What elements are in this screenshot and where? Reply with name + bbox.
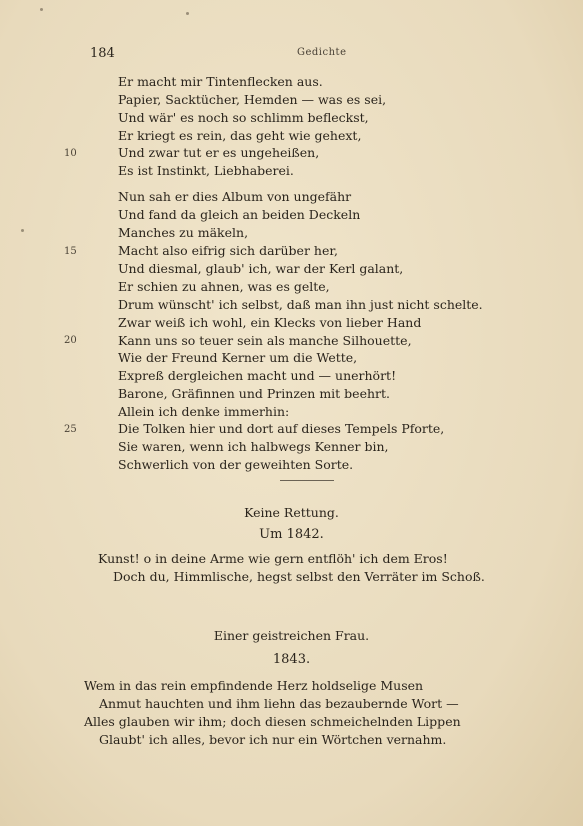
- poem-year: Um 1842.: [259, 527, 324, 542]
- paper-speck: [21, 229, 24, 232]
- line-number: 25: [64, 424, 77, 435]
- poem-year: 1843.: [272, 652, 311, 667]
- poem-line: Und wär' es noch so schlimm befleckst,: [118, 110, 369, 125]
- poem-line: Wem in das rein empfindende Herz holdselige Musen: [84, 678, 424, 693]
- poem-line: Allein ich denke immerhin:: [118, 404, 290, 419]
- poem-line: Er macht mir Tintenflecken aus.: [118, 74, 323, 89]
- line-number: 15: [64, 246, 77, 257]
- poem-line: Zwar weiß ich wohl, ein Klecks von lieber Hand: [118, 315, 422, 330]
- poem-line: Und fand da gleich an beiden Deckeln: [118, 207, 361, 222]
- poem-line: Und zwar tut er es ungeheißen,: [118, 145, 320, 160]
- poem-line: Er kriegt es rein, das geht wie gehext,: [118, 128, 362, 143]
- poem-line: Alles glauben wir ihm; doch diesen schmeichelnden Lippen: [84, 714, 461, 729]
- poem-line: Sie waren, wenn ich halbwegs Kenner bin,: [118, 439, 389, 454]
- poem-title: Einer geistreichen Frau.: [213, 628, 370, 643]
- poem-line: Drum wünscht' ich selbst, daß man ihn just nicht schelte.: [118, 297, 483, 312]
- poem-line: Doch du, Himmlische, hegst selbst den Verräter im Schoß.: [113, 569, 485, 584]
- poem-line: Macht also eifrig sich darüber her,: [118, 243, 338, 258]
- paper-speck: [40, 8, 43, 11]
- poem-line: Kunst! o in deine Arme wie gern entflöh' ich dem Eros!: [98, 551, 448, 566]
- poem-line: Anmut hauchten und ihm liehn das bezaubernde Wort —: [99, 696, 459, 711]
- poem-line: Und diesmal, glaub' ich, war der Kerl galant,: [118, 261, 404, 276]
- poem-line: Schwerlich von der geweihten Sorte.: [118, 457, 354, 472]
- line-number: 10: [64, 148, 77, 159]
- poem-line: Wie der Freund Kerner um die Wette,: [118, 350, 358, 365]
- poem-line: Kann uns so teuer sein als manche Silhouette,: [118, 333, 412, 348]
- poem-line: Glaubt' ich alles, bevor ich nur ein Wörtchen vernahm.: [99, 732, 447, 747]
- section-divider: [280, 480, 334, 481]
- poem-line: Papier, Sacktücher, Hemden — was es sei,: [118, 92, 387, 107]
- poem-line: Barone, Gräfinnen und Prinzen mit beehrt.: [118, 386, 390, 401]
- paper-speck: [186, 12, 189, 15]
- page-number: 184: [90, 46, 115, 61]
- poem-line: Die Tolken hier und dort auf dieses Tempels Pforte,: [118, 421, 445, 436]
- poem-title: Keine Rettung.: [244, 505, 339, 520]
- poem-line: Manches zu mäkeln,: [118, 225, 249, 240]
- poem-line: Er schien zu ahnen, was es gelte,: [118, 279, 330, 294]
- poem-line: Es ist Instinkt, Liebhaberei.: [118, 163, 294, 178]
- line-number: 20: [64, 335, 77, 346]
- running-title: Gedichte: [297, 47, 347, 58]
- poem-line: Expreß dergleichen macht und — unerhört!: [118, 368, 397, 383]
- poem-line: Nun sah er dies Album von ungefähr: [118, 189, 352, 204]
